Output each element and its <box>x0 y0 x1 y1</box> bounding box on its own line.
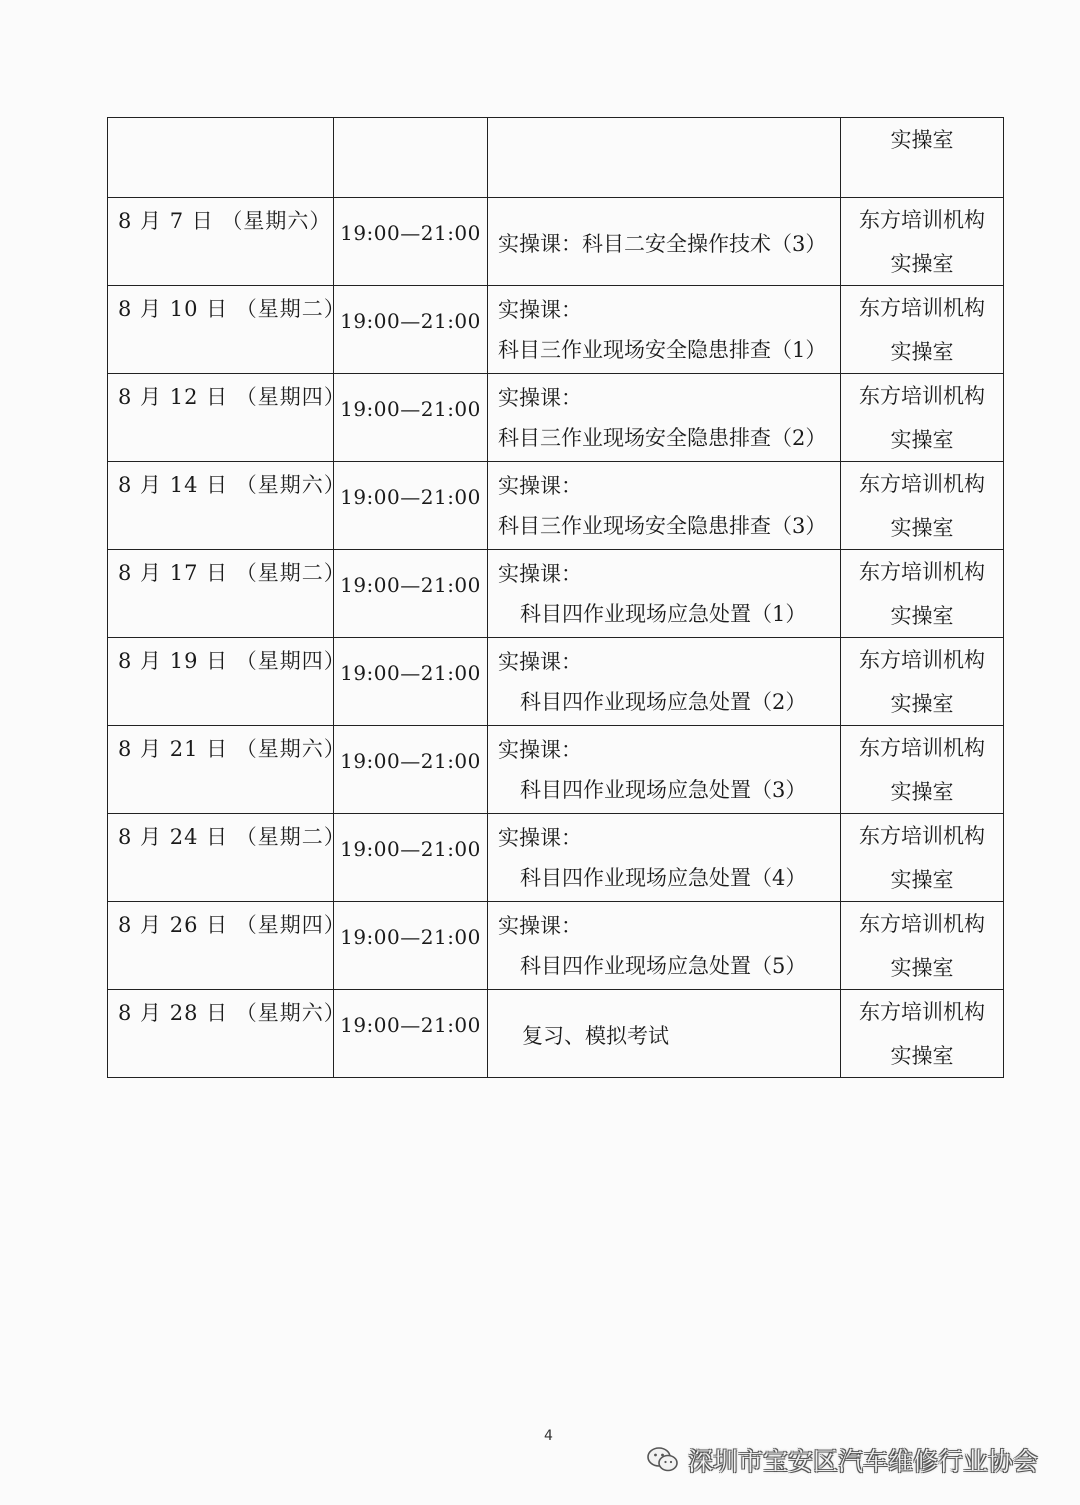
place-line-1: 东方培训机构 <box>859 1000 985 1024</box>
place-cell <box>841 550 1004 638</box>
place-line-2: 实操室 <box>890 516 954 540</box>
content-line-1: 实操课： <box>498 914 582 938</box>
content-cell <box>488 550 841 638</box>
place-cell <box>841 902 1004 990</box>
content-cell <box>488 118 841 198</box>
content-cell <box>488 462 841 550</box>
time-cell: 19:00—21:00 <box>334 198 488 286</box>
place-line-1: 东方培训机构 <box>859 736 985 760</box>
place-cell <box>841 286 1004 374</box>
content-line-1: 实操课： <box>498 474 582 498</box>
content-line-1: 实操课： <box>498 738 582 762</box>
content-cell <box>488 902 841 990</box>
place-line-1: 东方培训机构 <box>859 560 985 584</box>
time-cell: 19:00—21:00 <box>334 638 488 726</box>
content-line-1: 实操课： <box>498 298 582 322</box>
time-cell: 19:00—21:00 <box>334 990 488 1078</box>
content-line-2: 科目三作业现场安全隐患排查（2） <box>498 426 827 450</box>
table-row <box>108 814 1004 902</box>
content-line-1: 实操课： <box>498 386 582 410</box>
content-line-2: 科目四作业现场应急处置（3） <box>520 778 807 802</box>
date-cell: 8 月 17 日 （星期二） <box>108 550 334 638</box>
time-cell: 19:00—21:00 <box>334 902 488 990</box>
content-cell <box>488 990 841 1078</box>
watermark-text: 深圳市宝安区汽车维修行业协会 <box>688 1447 1039 1476</box>
date-cell <box>108 118 334 198</box>
place-cell <box>841 198 1004 286</box>
content-line-2: 科目四作业现场应急处置（1） <box>520 602 807 626</box>
place-line-1: 东方培训机构 <box>859 384 985 408</box>
place-line-1: 东方培训机构 <box>859 912 985 936</box>
place-line-1: 东方培训机构 <box>859 824 985 848</box>
place-line-2: 实操室 <box>890 868 954 892</box>
watermark <box>646 1440 1038 1480</box>
content-cell <box>488 198 841 286</box>
table-row <box>108 374 1004 462</box>
page-number: 4 <box>544 1428 553 1444</box>
content-cell <box>488 374 841 462</box>
content-line-2: 科目三作业现场安全隐患排查（3） <box>498 514 827 538</box>
place-line-2: 实操室 <box>890 252 954 276</box>
date-cell: 8 月 10 日 （星期二） <box>108 286 334 374</box>
place-line-1: 东方培训机构 <box>859 296 985 320</box>
place-line-2: 实操室 <box>890 428 954 452</box>
place-line-2: 实操室 <box>890 1044 954 1068</box>
content-cell <box>488 286 841 374</box>
place-cell <box>841 726 1004 814</box>
place-cell <box>841 814 1004 902</box>
table-row <box>108 726 1004 814</box>
content-cell <box>488 726 841 814</box>
table-row <box>108 638 1004 726</box>
content-line-1: 实操课： <box>498 650 582 674</box>
date-cell: 8 月 14 日 （星期六） <box>108 462 334 550</box>
place-line-1: 东方培训机构 <box>859 648 985 672</box>
time-cell: 19:00—21:00 <box>334 814 488 902</box>
content-line-2: 科目四作业现场应急处置（5） <box>520 954 807 978</box>
date-cell: 8 月 24 日 （星期二） <box>108 814 334 902</box>
content-line-1: 复习、模拟考试 <box>522 1023 669 1048</box>
date-cell: 8 月 7 日 （星期六） <box>108 198 334 286</box>
date-cell: 8 月 21 日 （星期六） <box>108 726 334 814</box>
schedule-table <box>107 117 1004 1078</box>
table-row <box>108 902 1004 990</box>
table-row <box>108 550 1004 638</box>
table-row <box>108 198 1004 286</box>
content-line-1: 实操课： <box>498 562 582 586</box>
place-line-2: 实操室 <box>890 340 954 364</box>
place-text: 实操室 <box>890 128 954 152</box>
place-line-1: 东方培训机构 <box>859 472 985 496</box>
time-cell: 19:00—21:00 <box>334 550 488 638</box>
place-cell <box>841 118 1004 198</box>
place-cell <box>841 990 1004 1078</box>
content-line-2: 科目四作业现场应急处置（4） <box>520 866 807 890</box>
wechat-icon <box>646 1443 680 1477</box>
table-row <box>108 118 1004 198</box>
date-cell: 8 月 28 日 （星期六） <box>108 990 334 1078</box>
content-cell <box>488 814 841 902</box>
place-cell <box>841 374 1004 462</box>
time-cell <box>334 118 488 198</box>
table-row <box>108 462 1004 550</box>
content-line-2: 科目三作业现场安全隐患排查（1） <box>498 338 827 362</box>
content-line-1: 实操课：科目二安全操作技术（3） <box>498 231 827 256</box>
place-line-2: 实操室 <box>890 604 954 628</box>
time-cell: 19:00—21:00 <box>334 286 488 374</box>
content-cell <box>488 638 841 726</box>
table-row <box>108 990 1004 1078</box>
table-row <box>108 286 1004 374</box>
date-cell: 8 月 12 日 （星期四） <box>108 374 334 462</box>
place-line-2: 实操室 <box>890 956 954 980</box>
place-cell <box>841 638 1004 726</box>
place-line-2: 实操室 <box>890 780 954 804</box>
time-cell: 19:00—21:00 <box>334 374 488 462</box>
place-line-1: 东方培训机构 <box>859 208 985 232</box>
time-cell: 19:00—21:00 <box>334 462 488 550</box>
date-cell: 8 月 19 日 （星期四） <box>108 638 334 726</box>
content-line-1: 实操课： <box>498 826 582 850</box>
place-cell <box>841 462 1004 550</box>
time-cell: 19:00—21:00 <box>334 726 488 814</box>
content-line-2: 科目四作业现场应急处置（2） <box>520 690 807 714</box>
date-cell: 8 月 26 日 （星期四） <box>108 902 334 990</box>
place-line-2: 实操室 <box>890 692 954 716</box>
